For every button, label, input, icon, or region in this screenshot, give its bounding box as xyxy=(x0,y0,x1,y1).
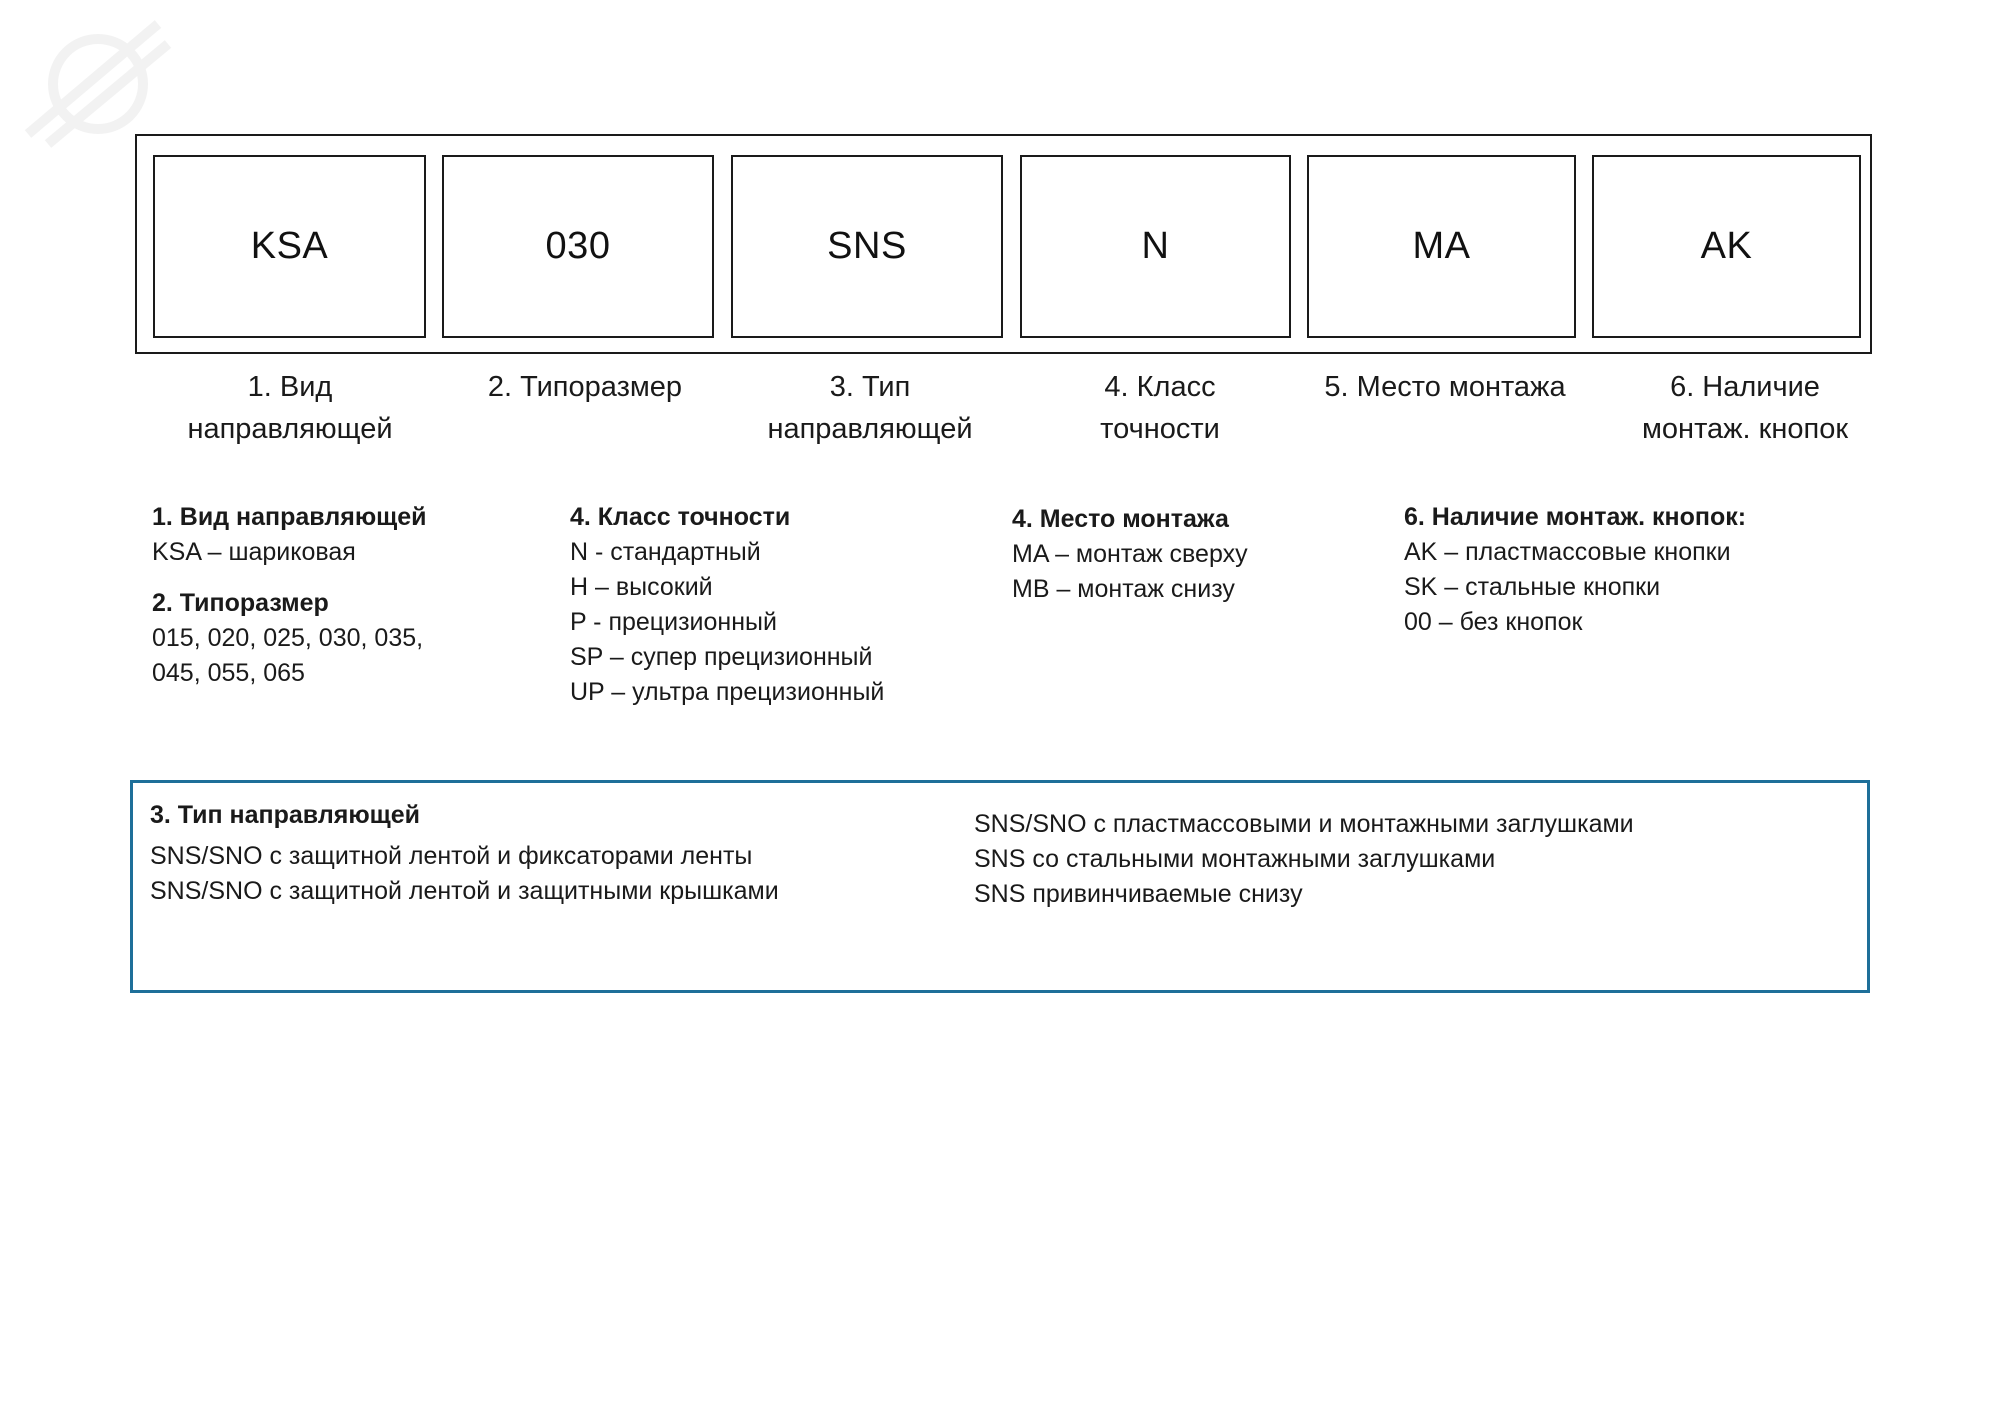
code-value: KSA xyxy=(250,225,329,267)
section-line: H – высокий xyxy=(570,573,713,601)
guide-type-line: SNS со стальными монтажными заглушками xyxy=(974,845,1496,873)
code-box-mounting xyxy=(1307,155,1576,338)
section-line: P - прецизионный xyxy=(570,608,777,636)
code-label-accuracy xyxy=(1020,366,1300,450)
code-label-guide-type xyxy=(725,366,1015,450)
section-title: 2. Типоразмер xyxy=(152,589,329,617)
guide-type-left xyxy=(150,798,779,909)
section-line: N - стандартный xyxy=(570,538,761,566)
section-title: 4. Место монтажа xyxy=(1012,505,1229,533)
code-label-buttons xyxy=(1595,366,1895,450)
section-line: MB – монтаж снизу xyxy=(1012,575,1235,603)
code-box-accuracy xyxy=(1020,155,1291,338)
section-line: 00 – без кнопок xyxy=(1404,608,1583,636)
section-line: MA – монтаж сверху xyxy=(1012,540,1248,568)
code-value: 030 xyxy=(545,225,611,267)
guide-type-title: 3. Тип направляющей xyxy=(150,801,421,829)
code-box-guide-kind xyxy=(153,155,426,338)
code-box-size xyxy=(442,155,714,338)
guide-type-line: SNS/SNO с защитной лентой и фиксаторами ленты xyxy=(150,842,753,870)
code-value: SNS xyxy=(827,225,907,267)
code-value: MA xyxy=(1412,225,1471,267)
section-mounting xyxy=(1012,502,1248,607)
section-size xyxy=(152,586,423,691)
guide-type-right xyxy=(974,807,1634,912)
watermark-logo xyxy=(8,4,178,154)
code-label-text: 5. Место монтажа xyxy=(1324,371,1566,403)
code-box-guide-type xyxy=(731,155,1003,338)
code-value: N xyxy=(1141,225,1170,267)
guide-type-line: SNS привинчиваемые снизу xyxy=(974,880,1303,908)
section-line: SK – стальные кнопки xyxy=(1404,573,1661,601)
code-value: AK xyxy=(1700,225,1753,267)
section-title: 4. Класс точности xyxy=(570,503,791,531)
code-label-text: 1. Вид направляющей xyxy=(187,371,393,445)
code-label-mounting xyxy=(1295,366,1595,408)
section-guide-kind xyxy=(152,500,427,570)
section-line: SP – супер прецизионный xyxy=(570,643,873,671)
section-accuracy xyxy=(570,500,884,710)
section-line: AK – пластмассовые кнопки xyxy=(1404,538,1731,566)
code-label-size xyxy=(440,366,730,408)
code-label-text: 6. Наличие монтаж. кнопок xyxy=(1641,371,1849,445)
guide-type-line: SNS/SNO с защитной лентой и защитными крышками xyxy=(150,877,779,905)
code-box-buttons xyxy=(1592,155,1861,338)
code-label-text: 2. Типоразмер xyxy=(487,371,683,403)
section-title: 6. Наличие монтаж. кнопок: xyxy=(1404,503,1747,531)
section-line: 045, 055, 065 xyxy=(152,659,305,687)
guide-type-box xyxy=(130,780,1870,993)
code-label-text: 3. Тип направляющей xyxy=(767,371,973,445)
section-line: KSA – шариковая xyxy=(152,538,356,566)
section-buttons xyxy=(1404,500,1746,640)
section-title: 1. Вид направляющей xyxy=(152,503,427,531)
code-label-text: 4. Класс точности xyxy=(1100,371,1220,445)
code-frame xyxy=(135,134,1872,354)
section-line: UP – ультра прецизионный xyxy=(570,678,885,706)
section-line: 015, 020, 025, 030, 035, xyxy=(152,624,424,652)
code-label-guide-kind xyxy=(150,366,430,450)
guide-type-line: SNS/SNO с пластмассовыми и монтажными заглушками xyxy=(974,810,1634,838)
